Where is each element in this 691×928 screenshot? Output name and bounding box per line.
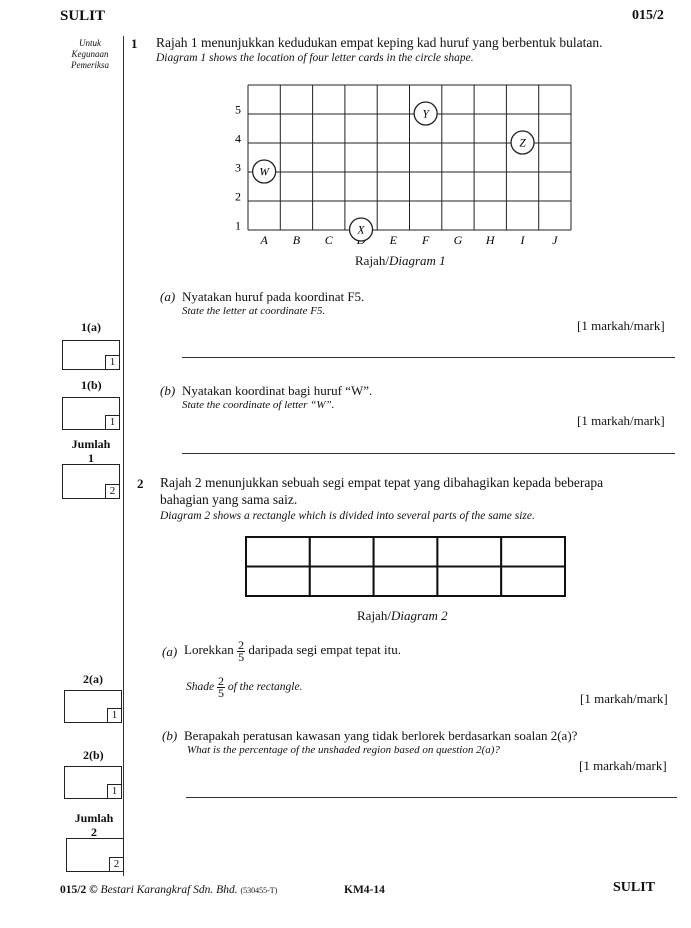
score-box-1a[interactable] bbox=[62, 340, 120, 370]
q2a-text-ms-post: daripada segi empat tepat itu. bbox=[248, 642, 402, 657]
q1b-mark: [1 markah/mark] bbox=[577, 413, 665, 428]
rectangle-part[interactable] bbox=[501, 567, 565, 597]
letter-card-text: Z bbox=[519, 137, 526, 150]
q2a-text-en-post: of the rectangle. bbox=[227, 681, 303, 693]
q1-text-ms: Rajah 1 menunjukkan kedudukan empat keping kad huruf yang berbentuk bulatan. bbox=[156, 35, 603, 50]
rectangle-part[interactable] bbox=[501, 537, 565, 567]
q2a-frac-en-num: 2 bbox=[217, 673, 224, 688]
jumlah-1-title: Jumlah bbox=[71, 437, 111, 451]
q2-caption-ms: Rajah/ bbox=[357, 608, 391, 623]
footer-page: KM4-14 bbox=[344, 884, 385, 896]
q1-diagram-caption bbox=[355, 253, 446, 269]
y-axis-label: 3 bbox=[235, 160, 241, 175]
q2-text-en: Diagram 2 shows a rectangle which is divided into several parts of the same size. bbox=[160, 510, 535, 522]
footer-publisher: Bestari Karangkraf Sdn. Bhd. bbox=[100, 884, 238, 896]
footer-sulit: SULIT bbox=[613, 880, 656, 895]
rectangle-part[interactable] bbox=[437, 567, 501, 597]
q2-number: 2 bbox=[137, 476, 144, 491]
grid-labels bbox=[235, 103, 558, 248]
q2a-fraction-en bbox=[217, 673, 225, 700]
score-box-1a-max: 1 bbox=[105, 355, 119, 369]
x-axis-label: I bbox=[520, 233, 525, 247]
q2b-text-ms: Berapakah peratusan kawasan yang tidak berlorek berdasarkan soalan 2(a)? bbox=[184, 728, 578, 743]
rectangle-parts bbox=[246, 537, 565, 596]
q2a-text-ms bbox=[184, 637, 401, 663]
q2b-text-en: What is the percentage of the unshaded region based on question 2(a)? bbox=[187, 744, 500, 756]
q1a-text-en: State the letter at coordinate F5. bbox=[182, 305, 326, 317]
score-box-1b-max: 1 bbox=[105, 415, 119, 429]
rectangle-part[interactable] bbox=[246, 567, 310, 597]
q2a-text-en bbox=[186, 674, 302, 700]
score-box-total-1-max: 2 bbox=[105, 484, 119, 498]
q2-rectangle bbox=[244, 535, 568, 599]
letter-card-text: X bbox=[357, 224, 365, 237]
jumlah-2-title: Jumlah bbox=[74, 811, 114, 825]
q2a-frac-en-den: 5 bbox=[217, 685, 224, 700]
grid-lines bbox=[248, 85, 571, 230]
q1b-label: (b) bbox=[160, 383, 176, 398]
score-box-2b-max: 1 bbox=[107, 784, 121, 798]
q1a-mark: [1 markah/mark] bbox=[577, 318, 665, 333]
score-box-2b[interactable] bbox=[64, 766, 122, 799]
x-axis-label: H bbox=[485, 233, 495, 247]
y-axis-label: 2 bbox=[235, 189, 241, 204]
header-paper-code: 015/2 bbox=[632, 8, 664, 23]
q1a-answer-line[interactable] bbox=[182, 357, 675, 358]
box-label-1b: 1(b) bbox=[81, 378, 102, 392]
rectangle-part[interactable] bbox=[374, 537, 438, 567]
footer-reg: (530455-T) bbox=[240, 886, 278, 895]
examiner-label-line2: Kegunaan bbox=[71, 49, 109, 59]
y-axis-label: 4 bbox=[235, 131, 241, 146]
y-axis-label: 1 bbox=[235, 218, 241, 233]
q1a-label: (a) bbox=[160, 289, 176, 304]
q2-caption-en: Diagram 2 bbox=[390, 608, 448, 623]
rectangle-part[interactable] bbox=[310, 537, 374, 567]
q2a-frac-num: 2 bbox=[238, 637, 245, 652]
q2a-fraction bbox=[237, 637, 245, 664]
letter-card-text: Y bbox=[422, 108, 429, 121]
q2b-mark: [1 markah/mark] bbox=[579, 758, 667, 773]
q2-text-ms-1: Rajah 2 menunjukkan sebuah segi empat tepat yang dibahagikan kepada beberapa bbox=[160, 475, 604, 490]
q1b-text-ms: Nyatakan koordinat bagi huruf “W”. bbox=[182, 383, 373, 398]
q1-caption-ms: Rajah/ bbox=[355, 253, 389, 268]
q2b-label: (b) bbox=[162, 728, 178, 743]
x-axis-label: J bbox=[552, 233, 558, 247]
rectangle-part[interactable] bbox=[374, 567, 438, 597]
q2-diagram-caption bbox=[357, 608, 448, 624]
footer-left bbox=[60, 884, 277, 896]
q2a-label: (a) bbox=[162, 644, 178, 659]
letter-card-text: W bbox=[259, 166, 269, 179]
examiner-label bbox=[60, 38, 120, 71]
q1b-text-en: State the coordinate of letter “W”. bbox=[182, 399, 335, 411]
rectangle-part[interactable] bbox=[310, 567, 374, 597]
jumlah-2-num: 2 bbox=[91, 825, 97, 839]
rectangle-part[interactable] bbox=[246, 537, 310, 567]
y-axis-label: 5 bbox=[235, 102, 241, 117]
score-box-total-2[interactable] bbox=[66, 838, 124, 872]
q2a-frac-den: 5 bbox=[238, 649, 245, 664]
x-axis-label: B bbox=[292, 233, 301, 247]
q2a-text-ms-pre: Lorekkan bbox=[184, 642, 234, 657]
score-box-2a-max: 1 bbox=[107, 708, 121, 722]
box-label-1a: 1(a) bbox=[81, 320, 101, 334]
jumlah-1-num: 1 bbox=[88, 451, 94, 465]
box-label-2b: 2(b) bbox=[83, 748, 104, 762]
score-box-2a[interactable] bbox=[64, 690, 122, 723]
q1-number: 1 bbox=[131, 36, 138, 51]
x-axis-label: C bbox=[324, 233, 333, 247]
margin-divider bbox=[123, 36, 124, 876]
x-axis-label: E bbox=[389, 233, 398, 247]
q1-text-en: Diagram 1 shows the location of four letter cards in the circle shape. bbox=[156, 52, 474, 64]
header-sulit: SULIT bbox=[60, 8, 106, 24]
q1a-text-ms: Nyatakan huruf pada koordinat F5. bbox=[182, 289, 365, 304]
x-axis-label: F bbox=[421, 233, 430, 247]
score-box-total-1[interactable] bbox=[62, 464, 120, 499]
q1-coordinate-grid bbox=[225, 80, 575, 250]
q2a-mark: [1 markah/mark] bbox=[580, 691, 668, 706]
x-axis-label: A bbox=[260, 233, 268, 247]
q2-text-ms-2: bahagian yang sama saiz. bbox=[160, 492, 298, 507]
examiner-label-line3: Pemeriksa bbox=[71, 60, 109, 70]
x-axis-label: G bbox=[453, 233, 463, 247]
examiner-label-line1: Untuk bbox=[79, 38, 101, 48]
score-box-1b[interactable] bbox=[62, 397, 120, 430]
q1-caption-en: Diagram 1 bbox=[388, 253, 446, 268]
q2a-text-en-pre: Shade bbox=[186, 681, 215, 693]
footer-code: 015/2 © bbox=[60, 884, 98, 896]
score-box-total-2-max: 2 bbox=[109, 857, 123, 871]
rectangle-part[interactable] bbox=[437, 537, 501, 567]
box-label-2a: 2(a) bbox=[83, 672, 103, 686]
q2b-answer-line[interactable] bbox=[186, 797, 677, 798]
q1b-answer-line[interactable] bbox=[182, 453, 675, 454]
